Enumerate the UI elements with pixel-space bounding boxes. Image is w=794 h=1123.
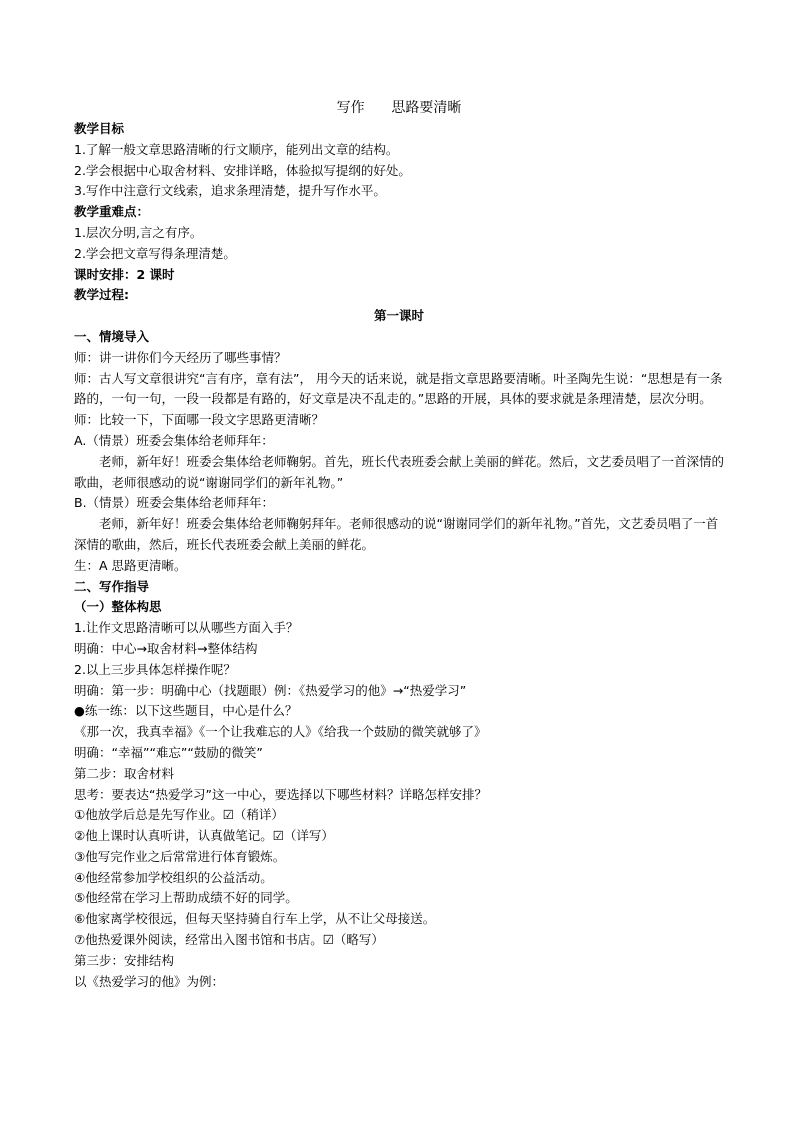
key-point-2: 2.学会把文章写得条理清楚。 bbox=[74, 245, 236, 261]
class-hours: 课时安排：2 课时 bbox=[74, 266, 175, 282]
page-title: 写作 思路要清晰 bbox=[336, 100, 462, 116]
section-intro: 一、情境导入 bbox=[74, 328, 150, 344]
practice-answer: 明确：“幸福”“难忘”“鼓励的微笑” bbox=[74, 744, 263, 760]
think-question: 思考：要表达“热爱学习”这一中心，要选择以下哪些材料？详略怎样安排？ bbox=[74, 786, 487, 802]
scenario-a-title: A.（情景）班委会集体给老师拜年： bbox=[74, 432, 274, 448]
material-5: ⑤他经常在学习上帮助成绩不好的同学。 bbox=[74, 890, 298, 906]
document-page bbox=[74, 98, 724, 992]
material-1: ①他放学后总是先写作业。☑（稍详） bbox=[74, 807, 284, 823]
teacher-line-1: 师：讲一讲你们今天经历了哪些事情？ bbox=[74, 349, 287, 365]
question-2: 2.以上三步具体怎样操作呢？ bbox=[74, 661, 236, 677]
material-4: ④他经常参加学校组织的公益活动。 bbox=[74, 869, 273, 885]
step-2: 第二步：取舍材料 bbox=[74, 765, 175, 781]
heading-teaching-process: 教学过程: bbox=[74, 287, 129, 303]
goal-item-1: 1.了解一般文章思路清晰的行文顺序，能列出文章的结构。 bbox=[74, 141, 399, 157]
material-3: ③他写完作业之后常常进行体育锻炼。 bbox=[74, 848, 286, 864]
material-2: ②他上课时认真听讲，认真做笔记。☑（详写） bbox=[74, 828, 334, 844]
teacher-line-2: 师：古人写文章很讲究“言有序，章有法”， 用今天的话来说，就是指文章思路要清晰。叶圣陶先生说：“思想是有一条路的，一句一句，一段一段都是有路的，好文章是决不乱走的。”思路的开展，具体的要求就是条理清楚，层次分明。 bbox=[74, 370, 723, 407]
heading-teaching-goals: 教学目标 bbox=[74, 121, 125, 136]
subsection-overall-plan: （一）整体构思 bbox=[74, 599, 162, 615]
scenario-b-title: B.（情景）班委会集体给老师拜年： bbox=[74, 495, 275, 511]
practice-prompt: ●练一练：以下这些题目，中心是什么？ bbox=[74, 703, 298, 719]
heading-first-lesson: 第一课时 bbox=[373, 308, 424, 324]
scenario-a-text: 老师，新年好！班委会集体给老师鞠躬。首先，班长代表班委会献上美丽的鲜花。然后，文艺委员唱了一首深情的歌曲，老师很感动的说“谢谢同学们的新年礼物。” bbox=[74, 453, 725, 490]
goal-item-3: 3.写作中注意行文线索，追求条理清楚，提升写作水平。 bbox=[74, 183, 386, 199]
step-3: 第三步：安排结构 bbox=[74, 952, 175, 968]
student-answer: 生：A 思路更清晰。 bbox=[74, 557, 187, 573]
question-1: 1.让作文思路清晰可以从哪些方面入手？ bbox=[74, 620, 299, 636]
step-1: 明确：第一步：明确中心（找题眼）例：《热爱学习的他》→“热爱学习” bbox=[74, 682, 467, 698]
scenario-b-text: 老师，新年好！班委会集体给老师鞠躬拜年。老师很感动的说“谢谢同学们的新年礼物。”首先，文艺委员唱了一首深情的歌曲，然后，班长代表班委会献上美丽的鲜花。 bbox=[74, 516, 719, 552]
teacher-line-3: 师：比较一下，下面哪一段文字思路更清晰？ bbox=[74, 412, 325, 428]
material-7: ⑦他热爱课外阅读，经常出入图书馆和书店。☑（略写） bbox=[74, 932, 384, 948]
heading-key-points: 教学重难点： bbox=[74, 204, 150, 220]
goal-item-2: 2.学会根据中心取舍材料、安排详略，体验拟写提纲的好处。 bbox=[74, 162, 411, 178]
material-6: ⑥他家离学校很远，但每天坚持骑自行车上学，从不让父母接送。 bbox=[74, 911, 436, 927]
key-point-1: 1.层次分明,言之有序。 bbox=[74, 224, 203, 240]
answer-1: 明确：中心→取舍材料→整体结构 bbox=[74, 640, 258, 656]
section-writing-guide: 二、写作指导 bbox=[74, 578, 150, 594]
structure-example: 以《热爱学习的他》为例： bbox=[74, 973, 225, 989]
practice-titles: 《那一次，我真幸福》《一个让我难忘的人》《给我一个鼓励的微笑就够了》 bbox=[74, 724, 487, 740]
